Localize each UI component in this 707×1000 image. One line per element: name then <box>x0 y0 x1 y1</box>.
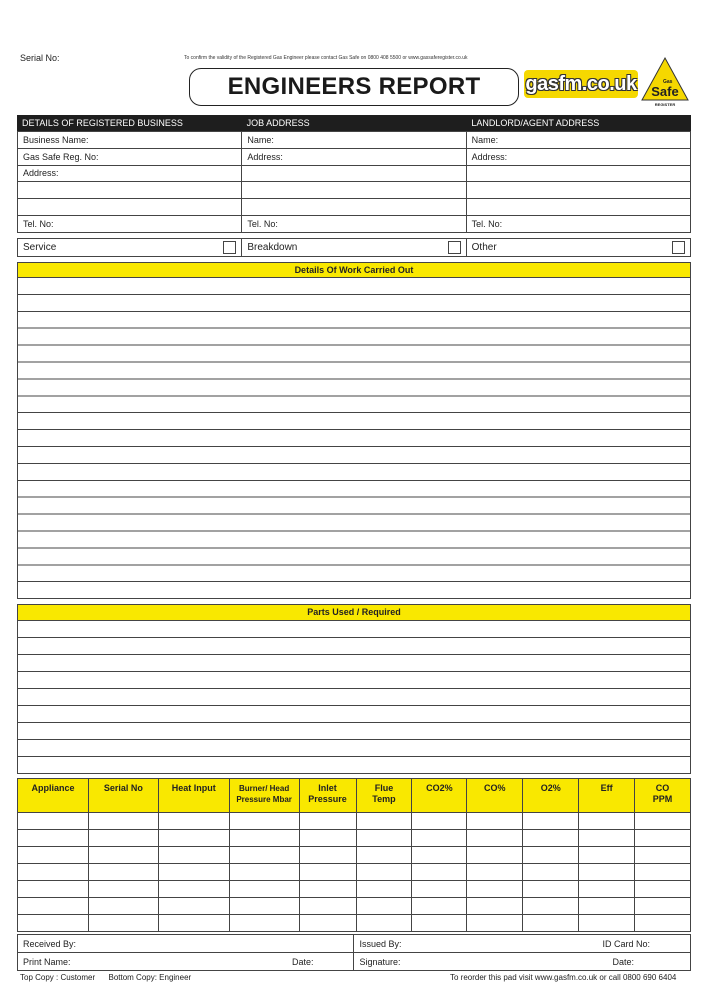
appliance-cell[interactable] <box>412 847 467 864</box>
appliance-cell[interactable] <box>523 830 579 847</box>
appliance-cell[interactable] <box>635 898 691 915</box>
received-by-label: Received By: <box>23 938 77 949</box>
appliance-cell[interactable] <box>158 915 229 932</box>
business-tel-field[interactable]: Tel. No: <box>18 215 242 232</box>
appliance-cell[interactable] <box>356 830 412 847</box>
print-name-field[interactable] <box>18 953 354 971</box>
appliance-row <box>18 898 691 915</box>
appliance-cell[interactable] <box>579 898 635 915</box>
signoff-row <box>18 953 691 971</box>
appliance-col-header-line: Serial No <box>103 783 143 793</box>
appliance-col-header-line: PPM <box>652 794 673 804</box>
job-type-row <box>17 238 691 257</box>
appliance-cell[interactable] <box>635 915 691 932</box>
appliance-col-header <box>158 779 229 813</box>
appliance-cell[interactable] <box>88 881 158 898</box>
appliance-cell[interactable] <box>523 881 579 898</box>
appliance-cell[interactable] <box>229 915 299 932</box>
date-right-label: Date: <box>612 957 634 967</box>
business-address-line[interactable] <box>18 199 242 216</box>
appliance-col-header <box>412 779 467 813</box>
appliance-cell[interactable] <box>523 813 579 830</box>
appliance-cell[interactable] <box>412 813 467 830</box>
issued-by-label: Issued By: <box>359 938 402 949</box>
appliance-cell[interactable] <box>88 915 158 932</box>
business-address-field[interactable]: Address: <box>18 165 242 182</box>
other-label: Other <box>471 242 497 253</box>
landlord-address-line[interactable] <box>466 199 690 216</box>
details-col-business: DETAILS OF REGISTERED BUSINESS <box>22 118 183 128</box>
appliance-cell[interactable] <box>229 898 299 915</box>
appliance-cell[interactable] <box>467 881 523 898</box>
appliance-cell[interactable] <box>229 847 299 864</box>
appliance-col-header-line: CO2% <box>426 783 453 793</box>
appliance-cell[interactable] <box>18 881 89 898</box>
print-name-label: Print Name: <box>23 956 71 967</box>
landlord-address-field[interactable]: Address: <box>466 148 690 165</box>
gassafe-register-text: REGISTER <box>654 102 676 107</box>
business-address-line[interactable] <box>18 182 242 199</box>
appliance-cell[interactable] <box>356 847 412 864</box>
appliance-cell[interactable] <box>356 864 412 881</box>
details-col-job: JOB ADDRESS <box>246 118 310 128</box>
appliance-cell[interactable] <box>299 898 356 915</box>
gassafe-big-text: Safe <box>651 84 679 99</box>
appliance-cell[interactable] <box>18 830 89 847</box>
appliance-cell[interactable] <box>229 881 299 898</box>
appliance-col-header <box>229 779 299 813</box>
appliance-col-header <box>579 779 635 813</box>
appliance-col-header <box>356 779 412 813</box>
work-carried-out-header: Details Of Work Carried Out <box>17 262 691 278</box>
details-col-landlord: LANDLORD/AGENT ADDRESS <box>471 118 600 128</box>
date-left-label: Date: <box>291 957 314 967</box>
appliance-cell[interactable] <box>88 847 158 864</box>
appliance-cell[interactable] <box>18 813 89 830</box>
appliance-cell[interactable] <box>88 898 158 915</box>
details-table <box>17 131 691 233</box>
appliance-cell[interactable] <box>88 864 158 881</box>
appliance-col-header <box>18 779 89 813</box>
appliance-cell[interactable] <box>158 847 229 864</box>
appliance-cell[interactable] <box>467 864 523 881</box>
appliance-header-row <box>18 779 691 813</box>
appliance-col-header <box>635 779 691 813</box>
appliance-cell[interactable] <box>523 915 579 932</box>
appliance-cell[interactable] <box>158 864 229 881</box>
appliance-cell[interactable] <box>299 830 356 847</box>
breakdown-label: Breakdown <box>247 242 298 253</box>
appliance-cell[interactable] <box>229 830 299 847</box>
signature-label: Signature: <box>359 956 401 967</box>
job-type-service <box>17 238 242 257</box>
id-card-label: ID Card No: <box>602 939 650 949</box>
signature-field[interactable] <box>354 953 691 971</box>
details-row <box>18 182 691 199</box>
appliance-cell[interactable] <box>299 915 356 932</box>
details-row <box>18 199 691 216</box>
appliance-col-header-line: Pressure <box>308 794 347 804</box>
appliance-cell[interactable] <box>412 881 467 898</box>
appliance-cell[interactable] <box>18 915 89 932</box>
signoff-row <box>18 935 691 953</box>
appliance-row <box>18 915 691 932</box>
parts-used-lines[interactable] <box>17 621 691 774</box>
appliance-cell[interactable] <box>579 830 635 847</box>
appliance-col-header-line: Burner/ Head <box>238 784 290 793</box>
appliance-col-header-line: Inlet <box>318 783 337 793</box>
appliance-cell[interactable] <box>467 915 523 932</box>
appliance-col-header <box>299 779 356 813</box>
appliance-cell[interactable] <box>158 813 229 830</box>
appliance-cell[interactable] <box>523 847 579 864</box>
details-row <box>18 148 691 165</box>
details-row <box>18 132 691 149</box>
appliance-row <box>18 830 691 847</box>
appliance-cell[interactable] <box>88 830 158 847</box>
appliance-cell[interactable] <box>158 830 229 847</box>
appliance-cell[interactable] <box>356 813 412 830</box>
details-header-bar <box>17 115 691 131</box>
appliance-row <box>18 864 691 881</box>
service-checkbox[interactable] <box>223 241 236 254</box>
appliance-col-header-line: O2% <box>540 783 561 793</box>
gasfm-logo <box>524 70 638 98</box>
gasfm-logo-text: gasfm.co.uk <box>525 72 637 95</box>
appliance-cell[interactable] <box>229 864 299 881</box>
appliance-col-header-line: Eff <box>600 783 613 793</box>
appliance-cell[interactable] <box>18 898 89 915</box>
appliance-cell[interactable] <box>299 813 356 830</box>
appliance-cell[interactable] <box>299 881 356 898</box>
appliance-col-header <box>523 779 579 813</box>
service-label: Service <box>23 242 57 253</box>
appliance-col-header-line: CO% <box>484 783 506 793</box>
appliance-cell[interactable] <box>229 813 299 830</box>
appliance-row <box>18 881 691 898</box>
other-checkbox[interactable] <box>672 241 685 254</box>
appliance-cell[interactable] <box>579 847 635 864</box>
appliance-cell[interactable] <box>158 881 229 898</box>
parts-used-header: Parts Used / Required <box>17 604 691 621</box>
landlord-tel-field[interactable]: Tel. No: <box>466 215 690 232</box>
job-type-breakdown <box>242 238 466 257</box>
work-carried-out-lines[interactable] <box>17 278 691 599</box>
appliance-cell[interactable] <box>299 847 356 864</box>
copy-distribution-text: Top Copy : Customer Bottom Copy: Engineer <box>20 973 192 982</box>
appliance-col-header-line: Appliance <box>31 783 75 793</box>
appliance-readings-table <box>17 778 691 932</box>
landlord-name-field[interactable]: Name: <box>466 132 690 149</box>
appliance-cell[interactable] <box>356 898 412 915</box>
appliance-cell[interactable] <box>356 915 412 932</box>
breakdown-checkbox[interactable] <box>448 241 461 254</box>
appliance-cell[interactable] <box>158 898 229 915</box>
job-address-field[interactable]: Address: <box>242 148 466 165</box>
business-name-field[interactable]: Business Name: <box>18 132 242 149</box>
appliance-cell[interactable] <box>635 847 691 864</box>
details-row <box>18 165 691 182</box>
appliance-cell[interactable] <box>579 881 635 898</box>
appliance-cell[interactable] <box>579 864 635 881</box>
landlord-address-line[interactable] <box>466 182 690 199</box>
appliance-col-header-line: CO <box>655 783 670 793</box>
appliance-cell[interactable] <box>635 881 691 898</box>
appliance-cell[interactable] <box>635 864 691 881</box>
appliance-body <box>18 813 691 932</box>
issued-by-field[interactable] <box>354 935 691 953</box>
gas-safe-reg-field[interactable]: Gas Safe Reg. No: <box>18 148 242 165</box>
appliance-col-header-line: Heat Input <box>171 783 216 793</box>
report-title-box <box>189 68 519 106</box>
report-title: ENGINEERS REPORT <box>227 73 481 100</box>
appliance-col-header <box>88 779 158 813</box>
appliance-row <box>18 847 691 864</box>
appliance-cell[interactable] <box>88 813 158 830</box>
appliance-cell[interactable] <box>635 830 691 847</box>
appliance-col-header-line: Pressure Mbar <box>236 795 292 804</box>
appliance-cell[interactable] <box>635 813 691 830</box>
job-address-line[interactable] <box>242 182 466 199</box>
serial-number-label: Serial No: <box>20 53 60 63</box>
gassafe-small-text: Gas <box>663 79 673 85</box>
gas-safe-confirm-text: To confirm the validity of the Registered Gas Engineer please contact Gas Safe on 0800 408 5500 or www.gassaferegister.co.uk <box>184 55 468 61</box>
appliance-cell[interactable] <box>18 864 89 881</box>
appliance-cell[interactable] <box>523 864 579 881</box>
appliance-cell[interactable] <box>467 898 523 915</box>
job-tel-field[interactable]: Tel. No: <box>242 215 466 232</box>
signoff-table <box>17 934 691 971</box>
appliance-cell[interactable] <box>412 898 467 915</box>
job-type-other <box>467 238 691 257</box>
job-name-field[interactable]: Name: <box>242 132 466 149</box>
appliance-col-header-line: Temp <box>372 794 396 804</box>
gas-safe-register-logo <box>641 56 689 108</box>
appliance-cell[interactable] <box>412 864 467 881</box>
job-address-line[interactable] <box>242 165 466 182</box>
appliance-cell[interactable] <box>18 847 89 864</box>
appliance-col-header-line: Flue <box>374 783 394 793</box>
landlord-address-line[interactable] <box>466 165 690 182</box>
received-by-field[interactable] <box>18 935 354 953</box>
appliance-cell[interactable] <box>412 915 467 932</box>
appliance-cell[interactable] <box>299 864 356 881</box>
appliance-cell[interactable] <box>356 881 412 898</box>
appliance-cell[interactable] <box>467 813 523 830</box>
appliance-cell[interactable] <box>412 830 467 847</box>
appliance-cell[interactable] <box>467 847 523 864</box>
appliance-cell[interactable] <box>467 830 523 847</box>
appliance-row <box>18 813 691 830</box>
appliance-cell[interactable] <box>523 898 579 915</box>
appliance-cell[interactable] <box>579 813 635 830</box>
appliance-col-header <box>467 779 523 813</box>
job-address-line[interactable] <box>242 199 466 216</box>
reorder-text: To reorder this pad visit www.gasfm.co.uk or call 0800 690 6404 <box>450 973 677 982</box>
details-row <box>18 215 691 232</box>
appliance-cell[interactable] <box>579 915 635 932</box>
